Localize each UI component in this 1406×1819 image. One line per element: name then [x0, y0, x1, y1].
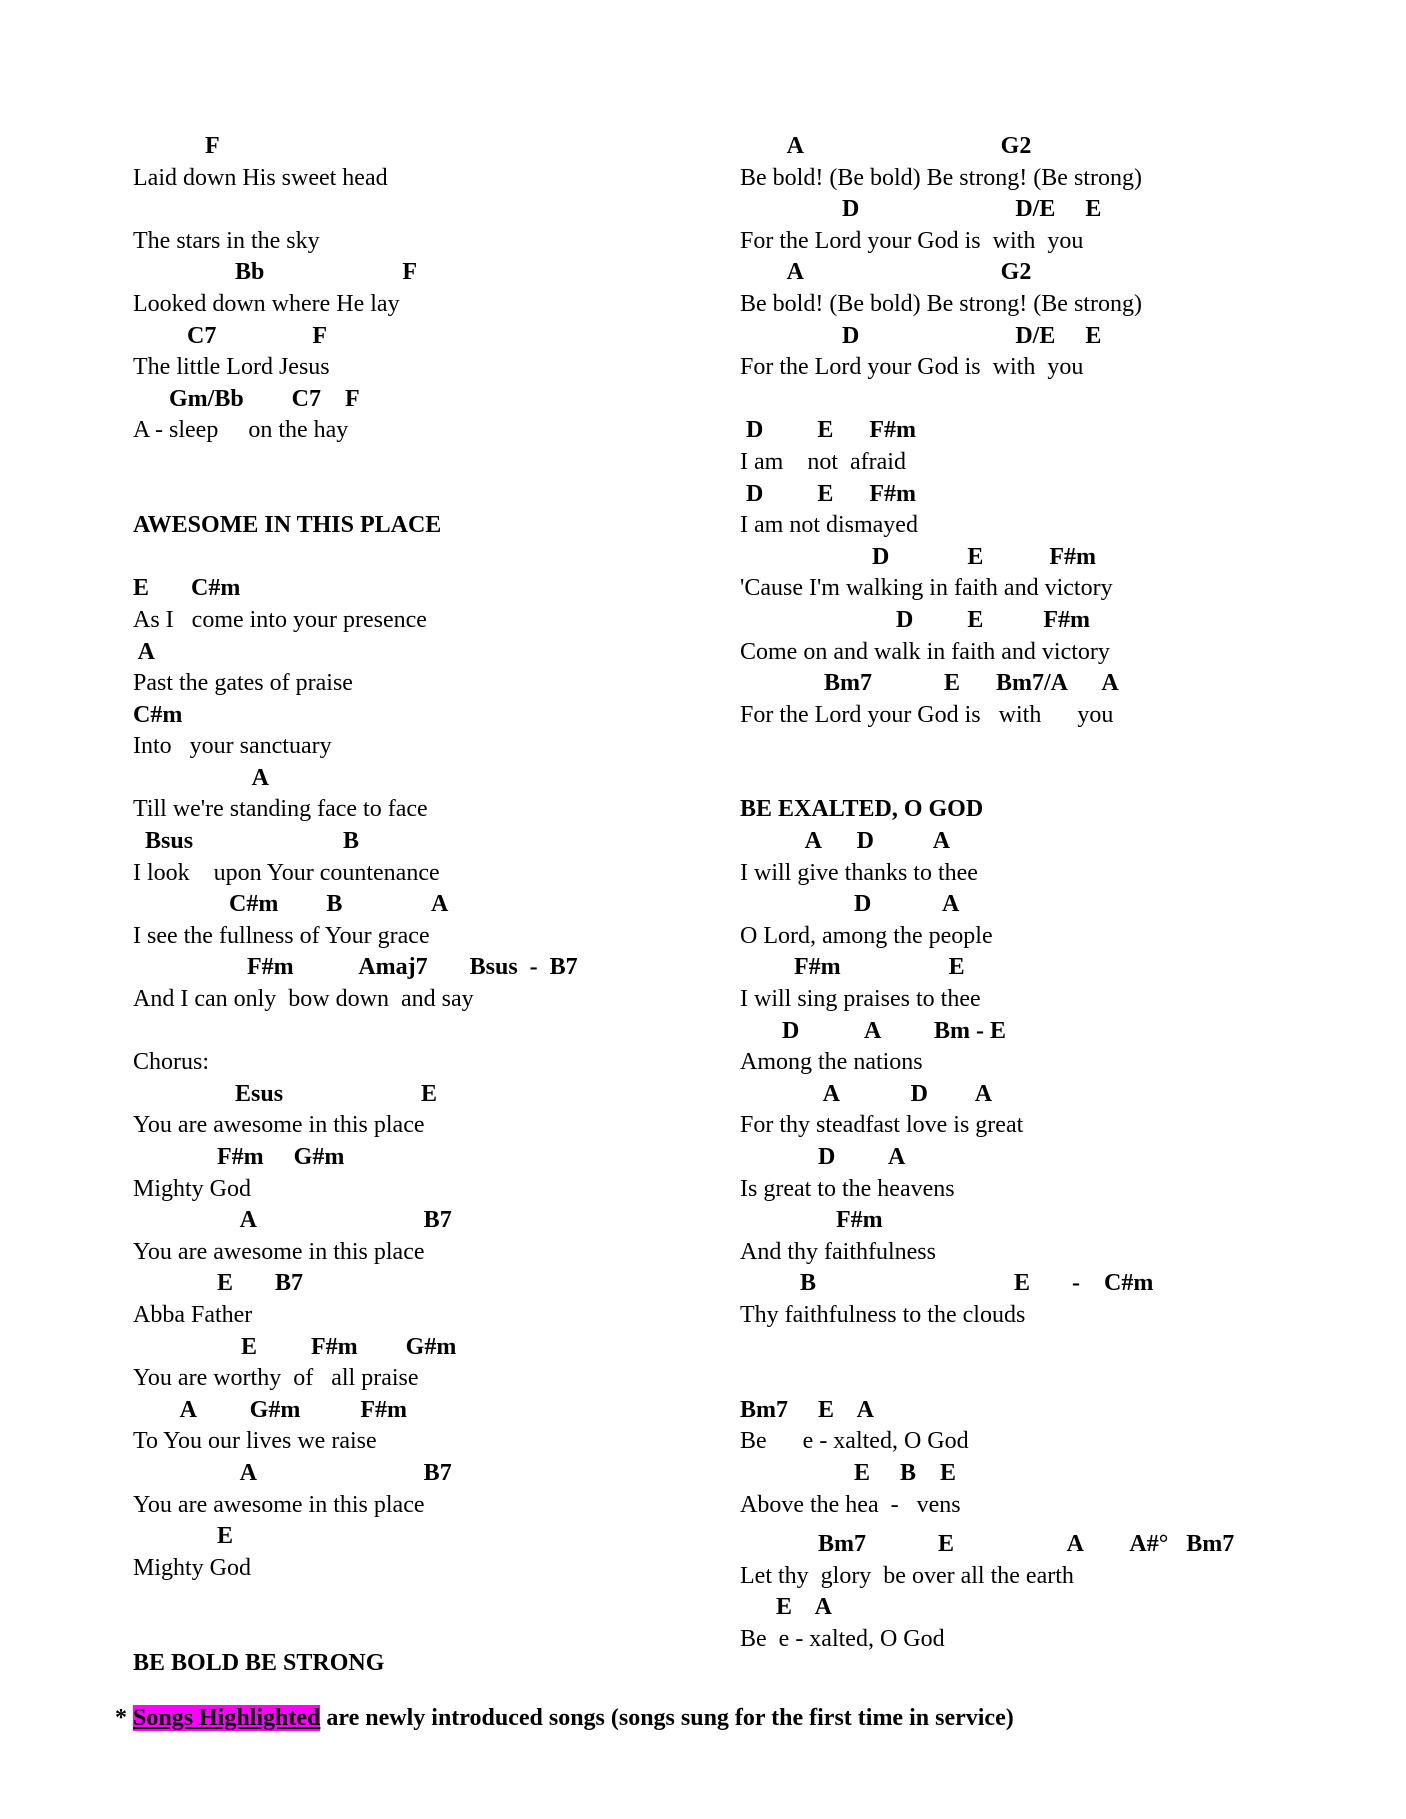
blank-line	[740, 1363, 1390, 1395]
lyric-line: Above the hea - vens	[740, 1491, 961, 1518]
lyric-line: As I come into your presence	[133, 606, 427, 633]
chord-line: B E - C#m	[740, 1270, 1154, 1297]
chord-line: F	[133, 133, 220, 159]
chord-line: E A	[740, 1594, 833, 1621]
lyric-line: Is great to the heavens	[740, 1175, 955, 1202]
lyric-line: To You our lives we raise	[133, 1428, 377, 1455]
lyric-line: And thy faithfulness	[740, 1238, 936, 1265]
chord-line: D E F#m	[740, 480, 916, 507]
song-title: BE EXALTED, O GOD	[740, 796, 984, 823]
lyric-line: For thy steadfast love is great	[740, 1112, 1024, 1139]
blank-line	[133, 194, 693, 226]
lyric-line: Let thy glory be over all the earth	[740, 1562, 1074, 1589]
chord-line: C#m	[133, 701, 183, 728]
blank-line	[740, 1332, 1390, 1364]
lyric-line: O Lord, among the people	[740, 922, 993, 949]
blank-line	[133, 1584, 693, 1616]
footnote-marker: *	[115, 1705, 133, 1731]
lyric-line: Be bold! (Be bold) Be strong! (Be strong)	[740, 164, 1142, 191]
lyric-line: And I can only bow down and say	[133, 986, 474, 1013]
chord-line: E C#m	[133, 575, 241, 602]
blank-line	[133, 479, 693, 511]
chord-line: F#m Amaj7 Bsus - B7	[133, 954, 578, 981]
lyric-line: Thy faithfulness to the clouds	[740, 1301, 1026, 1328]
lyric-line: A - sleep on the hay	[133, 417, 349, 444]
footnote	[115, 1705, 1014, 1731]
lyric-line: Laid down His sweet head	[133, 164, 388, 191]
lyric-line: Be e - xalted, O God	[740, 1625, 945, 1652]
footnote-rest-text: are newly introduced songs (songs sung for the first time in service)	[320, 1705, 1014, 1731]
lyric-line: I am not dismayed	[740, 512, 918, 539]
chord-line: A	[133, 638, 156, 665]
lyric-line: Abba Father	[133, 1301, 253, 1328]
chord-line: A G2	[740, 259, 1032, 286]
footnote-highlighted-text: Songs Highlighted	[133, 1705, 321, 1731]
lyric-line: Mighty God	[133, 1175, 252, 1202]
blank-line	[133, 1016, 693, 1048]
lyric-line: Be e - xalted, O God	[740, 1428, 969, 1455]
chord-line: F#m	[740, 1207, 883, 1234]
chord-line: Gm/Bb C7 F	[133, 385, 360, 412]
lyric-line: Past the gates of praise	[133, 670, 353, 697]
song-title: BE BOLD BE STRONG	[133, 1649, 385, 1676]
blank-line	[740, 763, 1390, 795]
lyric-line: 'Cause I'm walking in faith and victory	[740, 575, 1113, 602]
section-label: Chorus:	[133, 1049, 210, 1076]
chord-line: D D/E E	[740, 196, 1102, 223]
chord-line: E B E	[740, 1459, 957, 1486]
chord-line: C7 F	[133, 322, 327, 349]
lyric-line: For the Lord your God is with you	[740, 701, 1114, 728]
chord-line: F#m G#m	[133, 1144, 345, 1170]
chord-line: C#m B A	[133, 891, 449, 918]
lyric-line: You are worthy of all praise	[133, 1365, 419, 1392]
lyric-line: The little Lord Jesus	[133, 354, 330, 381]
lyric-line: You are awesome in this place	[133, 1491, 425, 1518]
lyric-line: I am not afraid	[740, 448, 906, 475]
chord-line: E	[133, 1523, 234, 1550]
lyric-line: Be bold! (Be bold) Be strong! (Be strong)	[740, 290, 1142, 317]
chord-line: D E F#m	[740, 543, 1096, 570]
chord-line: E F#m G#m	[133, 1333, 457, 1360]
blank-line	[740, 731, 1390, 763]
blank-line	[740, 384, 1390, 416]
chord-line: Bm7 E A A#° Bm7	[740, 1531, 1235, 1558]
left-column	[133, 131, 693, 1679]
chord-line: A B7	[133, 1207, 452, 1234]
lyric-line: You are awesome in this place	[133, 1112, 425, 1139]
lyric-line: I will sing praises to thee	[740, 986, 981, 1013]
lyric-line: I will give thanks to thee	[740, 859, 978, 886]
chord-line: D E F#m	[740, 417, 916, 444]
chord-line: Bm7 E A	[740, 1396, 875, 1423]
lyric-line: Till we're standing face to face	[133, 796, 428, 823]
lyric-line: I look upon Your countenance	[133, 859, 440, 886]
lyric-line: You are awesome in this place	[133, 1238, 425, 1265]
chord-line: A D A	[740, 1080, 993, 1107]
lyric-line: Come on and walk in faith and victory	[740, 638, 1110, 665]
lyric-line: The stars in the sky	[133, 227, 320, 254]
chord-line: Bsus B	[133, 828, 360, 855]
blank-line	[133, 447, 693, 479]
blank-line	[133, 542, 693, 574]
chord-line: D D/E E	[740, 322, 1102, 349]
chord-line: E B7	[133, 1270, 304, 1297]
lyric-line: For the Lord your God is with you	[740, 227, 1084, 254]
chord-line: Bb F	[133, 259, 418, 286]
chord-line: F#m E	[740, 954, 965, 981]
lyric-line: Into your sanctuary	[133, 733, 332, 760]
chord-line: Esus E	[133, 1080, 438, 1107]
chord-line: D A Bm - E	[740, 1017, 1007, 1044]
song-title: AWESOME IN THIS PLACE	[133, 512, 442, 539]
chord-line: A G2	[740, 133, 1032, 159]
lyric-line: Among the nations	[740, 1049, 923, 1076]
right-column	[740, 131, 1390, 1656]
chord-line: D A	[740, 891, 960, 918]
lyric-line: I see the fullness of Your grace	[133, 922, 430, 949]
lyric-line: For the Lord your God is with you	[740, 354, 1084, 381]
chord-line: A D A	[740, 828, 951, 855]
lyric-line: Mighty God	[133, 1554, 252, 1581]
chord-line: A B7	[133, 1459, 452, 1486]
lyric-line: Looked down where He lay	[133, 290, 400, 317]
blank-line	[133, 1616, 693, 1648]
chord-line: A	[133, 764, 270, 791]
chord-line: A G#m F#m	[133, 1396, 407, 1423]
chord-line: D E F#m	[740, 606, 1090, 633]
chord-line: D A	[740, 1144, 906, 1170]
chord-line: Bm7 E Bm7/A A	[740, 670, 1119, 697]
